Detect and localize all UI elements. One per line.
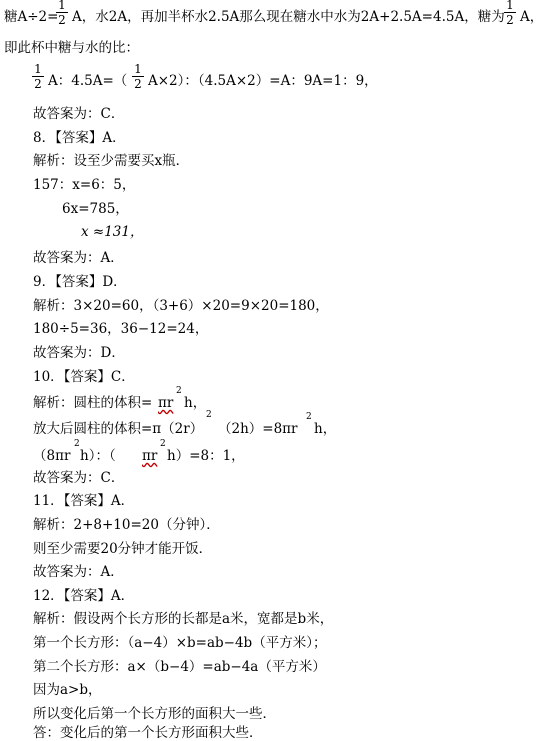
pi-r-term: πr (142, 448, 158, 464)
ratio-equation-end: A×2）：（4.5A×2）=A：9A=1：9， (148, 73, 378, 89)
question-9-answer-heading: 9．【答案】D． (33, 274, 127, 290)
question-10-answer-heading: 10．【答案】C． (33, 369, 135, 385)
answer-line: 故答案为：A． (33, 564, 124, 580)
final-answer-line: 答：变化后的第一个长方形面积大些． (33, 725, 263, 741)
answer-line: 故答案为：C． (33, 106, 125, 122)
question-11-answer-heading: 11．【答案】A． (33, 493, 135, 509)
ratio-intro-line: 即此杯中糖与水的比： (4, 40, 139, 56)
square-superscript: 2 (206, 410, 212, 420)
volume-ratio-line-start: （8πr (33, 448, 71, 464)
answer-line: 故答案为：D． (33, 345, 125, 361)
cylinder-volume-line-end: h， (184, 395, 207, 411)
answer-line: 故答案为：A． (33, 250, 124, 266)
fraction-one-half (32, 62, 44, 91)
analysis-line: 解析：2+8+10=20（分钟）． (33, 517, 220, 533)
cylinder-volume-line-start: 解析：圆柱的体积= (33, 395, 153, 411)
square-superscript: 2 (176, 386, 182, 396)
fraction-one-half (132, 62, 144, 91)
fraction-denominator: 2 (506, 13, 514, 27)
equation-line: 6x=785， (62, 201, 129, 217)
second-rectangle-line: 第二个长方形：a×（b−4）=ab−4a（平方米） (33, 659, 326, 675)
analysis-line: 解析：假设两个长方形的长都是a米，宽都是b米， (33, 611, 334, 627)
first-rectangle-line: 第一个长方形：（a−4）×b=ab−4b（平方米）； (33, 635, 327, 651)
volume-ratio-line-middle: h）：（ (80, 448, 116, 464)
calculation-line: 180÷5=36，36−12=24， (33, 321, 209, 337)
analysis-line: 解析：设至少需要买x瓶． (33, 153, 190, 169)
comparison-line: 因为a>b， (33, 682, 102, 698)
fraction-denominator: 2 (134, 77, 142, 91)
proportion-line: 157：x=6：5， (33, 177, 136, 193)
square-superscript: 2 (74, 439, 80, 449)
question-8-answer-heading: 8．【答案】A． (33, 130, 126, 146)
fraction-numerator: 1 (58, 0, 66, 12)
fraction-denominator: 2 (34, 77, 42, 91)
analysis-line: 解析：3×20=60，（3+6）×20=9×20=180， (33, 298, 329, 314)
sugar-water-line-end: A， (520, 9, 543, 25)
sugar-water-line-middle: A，水2A，再加半杯水2.5A那么现在糖水中水为2A+2.5A=4.5A，糖为 (72, 9, 505, 25)
approximation-line: x ≈131， (81, 224, 144, 240)
fraction-numerator: 1 (506, 0, 514, 12)
square-superscript: 2 (160, 439, 166, 449)
fraction-denominator: 2 (58, 13, 66, 27)
fraction-numerator: 1 (134, 62, 142, 76)
fraction-numerator: 1 (34, 62, 42, 76)
volume-ratio-line-end: h）=8：1， (167, 448, 245, 464)
answer-line: 故答案为：C． (33, 470, 125, 486)
enlarged-volume-line-start: 放大后圆柱的体积=π（2r） (33, 421, 204, 437)
fraction-one-half (56, 0, 68, 27)
fraction-one-half (504, 0, 516, 27)
square-superscript: 2 (306, 412, 312, 422)
conclusion-line: 所以变化后第一个长方形的面积大一些． (33, 706, 276, 722)
sugar-half-line-start: 糖A÷2= (4, 9, 59, 25)
enlarged-volume-line-end: h， (314, 421, 337, 437)
enlarged-volume-line-middle: （2h）=8πr (218, 421, 298, 437)
conclusion-line: 则至少需要20分钟才能开饭． (33, 541, 213, 557)
question-12-answer-heading: 12．【答案】A． (33, 588, 135, 604)
ratio-equation-start: A：4.5A=（ (48, 73, 128, 89)
pi-r-term: πr (158, 395, 174, 411)
